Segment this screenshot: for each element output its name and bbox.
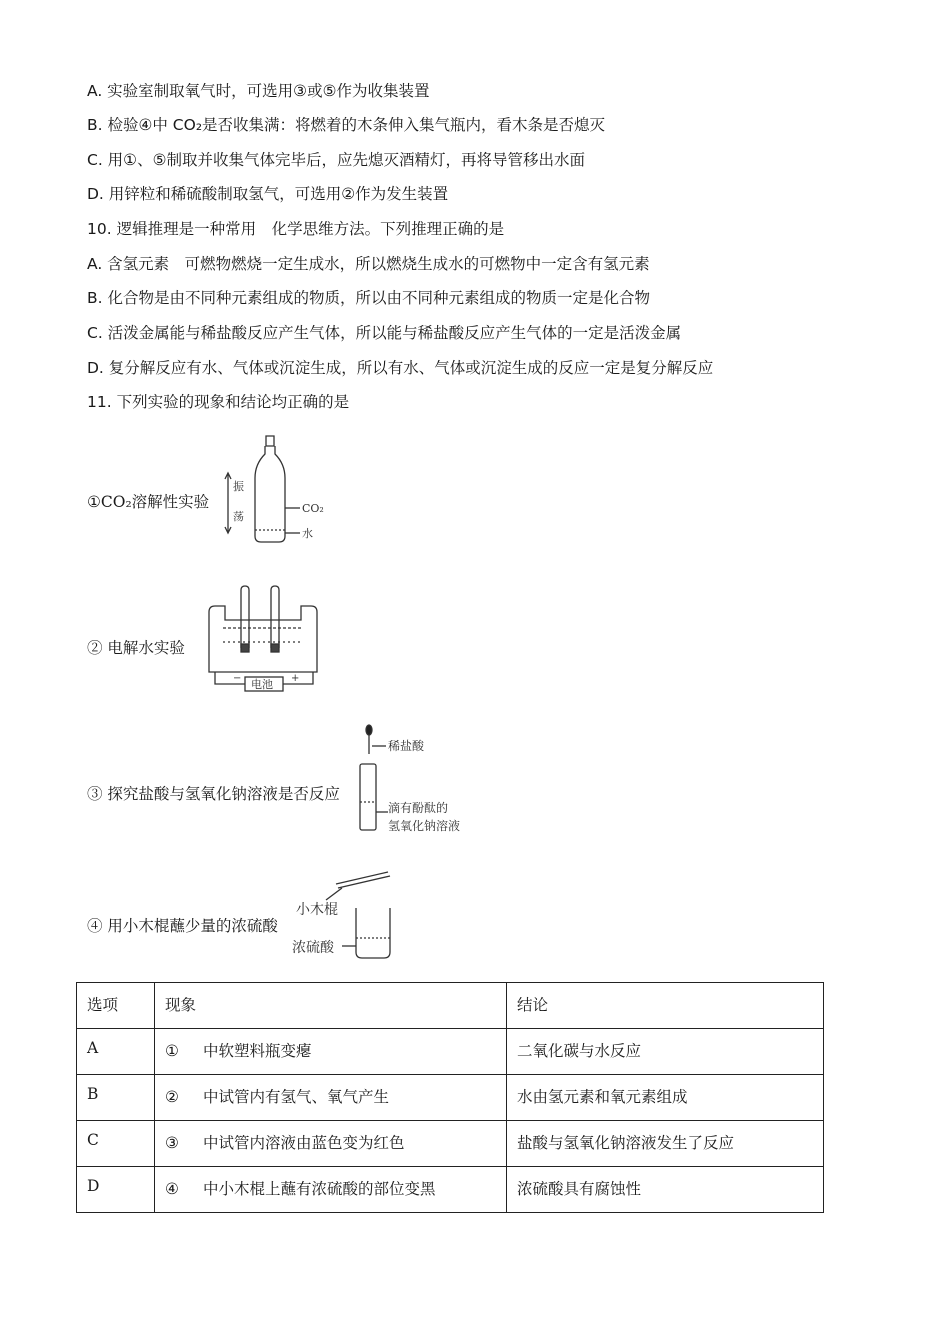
fig4-label-conc-h2so4: 浓硫酸 xyxy=(292,940,334,956)
row-number: ③ xyxy=(165,1134,179,1152)
row-option: B xyxy=(77,1075,155,1121)
options-table xyxy=(76,982,824,1213)
q10-option-d: D. 复分解反应有水、气体或沉淀生成，所以有水、气体或沉淀生成的反应一定是复分解反应 xyxy=(87,359,714,377)
experiment-1-label: ①CO₂溶解性实验 xyxy=(87,493,210,511)
q9-option-b: B. 检验④中 CO₂是否收集满：将燃着的木条伸入集气瓶内，看木条是否熄灭 xyxy=(87,116,606,134)
row-phenomenon xyxy=(155,1167,507,1213)
table-header-row xyxy=(77,983,824,1029)
table-row xyxy=(77,1121,824,1167)
fig1-label-shake-2: 荡 xyxy=(233,510,244,523)
header-phenomenon: 现象 xyxy=(155,983,507,1029)
row-phenomenon-text: 中试管内有氢气、氧气产生 xyxy=(203,1088,390,1106)
row-number: ① xyxy=(165,1042,179,1060)
row-option: D xyxy=(77,1167,155,1213)
row-number: ④ xyxy=(165,1180,179,1198)
fig1-label-water: 水 xyxy=(302,527,313,540)
q10-stem: 10. 逻辑推理是一种常用 化学思维方法。下列推理正确的是 xyxy=(87,220,505,238)
row-conclusion: 盐酸与氢氧化钠溶液发生了反应 xyxy=(507,1121,824,1167)
fig1-label-co2: CO₂ xyxy=(302,502,324,515)
electrolysis-figure xyxy=(203,584,325,694)
fig3-label-phenolphthalein: 滴有酚酞的 xyxy=(388,801,449,815)
q10-option-b: B. 化合物是由不同种元素组成的物质，所以由不同种元素组成的物质一定是化合物 xyxy=(87,289,650,307)
fig4-label-wooden-stick: 小木棍 xyxy=(296,902,338,918)
fig2-label-battery: 电池 xyxy=(251,678,273,691)
experiment-2-label: ② 电解水实验 xyxy=(87,639,185,657)
fig2-label-plus: + xyxy=(291,673,300,684)
row-phenomenon-text: 中软塑料瓶变瘪 xyxy=(203,1042,312,1060)
row-phenomenon xyxy=(155,1075,507,1121)
header-option: 选项 xyxy=(77,983,155,1029)
row-option: C xyxy=(77,1121,155,1167)
sulfuric-acid-figure xyxy=(288,870,400,970)
q9-option-d: D. 用锌粒和稀硫酸制取氢气，可选用②作为发生装置 xyxy=(87,185,449,203)
table-row xyxy=(77,1167,824,1213)
q10-option-c: C. 活泼金属能与稀盐酸反应产生气体，所以能与稀盐酸反应产生气体的一定是活泼金属 xyxy=(87,324,682,342)
header-conclusion: 结论 xyxy=(507,983,824,1029)
fig3-label-dilute-hcl: 稀盐酸 xyxy=(388,739,425,753)
row-phenomenon-text: 中试管内溶液由蓝色变为红色 xyxy=(203,1134,405,1152)
row-phenomenon xyxy=(155,1121,507,1167)
experiment-4-label: ④ 用小木棍蘸少量的浓硫酸 xyxy=(87,917,278,935)
experiment-3-label: ③ 探究盐酸与氢氧化钠溶液是否反应 xyxy=(87,785,340,803)
fig3-label-naoh-solution: 氢氧化钠溶液 xyxy=(388,819,461,833)
fig2-label-minus: − xyxy=(233,673,242,684)
row-option: A xyxy=(77,1029,155,1075)
row-conclusion: 二氧化碳与水反应 xyxy=(507,1029,824,1075)
fig1-label-shake-1: 振 xyxy=(233,480,244,493)
table-row xyxy=(77,1029,824,1075)
neutralization-figure xyxy=(354,722,480,840)
row-number: ② xyxy=(165,1088,179,1106)
q9-option-a: A. 实验室制取氧气时，可选用③或⑤作为收集装置 xyxy=(87,82,430,100)
row-phenomenon-text: 中小木棍上蘸有浓硫酸的部位变黑 xyxy=(203,1180,436,1198)
q11-stem: 11. 下列实验的现象和结论均正确的是 xyxy=(87,393,350,411)
row-conclusion: 水由氢元素和氧元素组成 xyxy=(507,1075,824,1121)
q9-option-c: C. 用①、⑤制取并收集气体完毕后，应先熄灭酒精灯，再将导管移出水面 xyxy=(87,151,585,169)
q10-option-a: A. 含氢元素 可燃物燃烧一定生成水，所以燃烧生成水的可燃物中一定含有氢元素 xyxy=(87,255,650,273)
table-row xyxy=(77,1075,824,1121)
row-conclusion: 浓硫酸具有腐蚀性 xyxy=(507,1167,824,1213)
co2-bottle-figure xyxy=(218,432,330,550)
row-phenomenon xyxy=(155,1029,507,1075)
